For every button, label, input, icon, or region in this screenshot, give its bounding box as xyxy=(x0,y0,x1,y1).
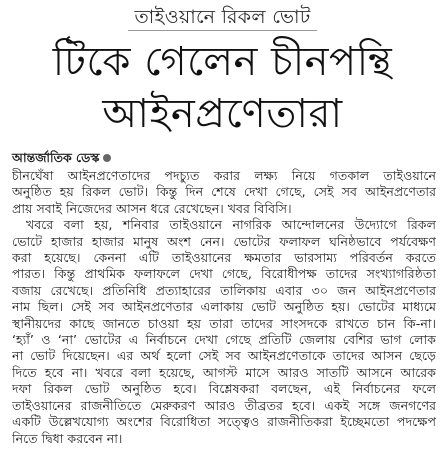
body-line: ভোটে হাজার হাজার মানুষ অংশ নেন। ভোটের ফলাফল ঘনিষ্ঠভাবে পর্যবেক্ষণ xyxy=(12,233,436,249)
body-line: স্থানীয়দের কাছে জানতে চাওয়া হয় তারা তাদের সাংসদকে রাখতে চান কি-না। xyxy=(12,315,436,331)
headline xyxy=(0,36,445,140)
kicker-container xyxy=(0,6,445,31)
body-line: একটি উল্লেখযোগ্য অংশের বিরোধিতা সত্ত্বেও রাজনীতিকরা ইচ্ছেমতো পদক্ষেপ xyxy=(12,414,436,430)
dateline xyxy=(12,150,111,166)
kicker: তাইওয়ানে রিকল ভোট xyxy=(128,6,316,31)
body-line: খবরে বলা হয়, শনিবার তাইওয়ানে নাগরিক আন্দোলনের উদ্যোগে রিকল xyxy=(26,217,436,233)
body-line: চীনঘেঁষা আইনপ্রণেতাদের পদচ্যুত করার লক্ষ্য নিয়ে গতকাল তাইওয়ানে xyxy=(12,168,436,183)
body-line: তাইওয়ানের রাজনীতিতে মেরুকরণ আরও তীব্রতর হবে। একই সঙ্গে জনগণের xyxy=(12,397,436,413)
body-line: করা হয়েছে। কেননা এটি তাইওয়ানের ক্ষমতার ভারসাম্য পরিবর্তন করতে xyxy=(12,250,436,266)
body-line: না ভোট দিয়েছেন। এর অর্থ হলো সেই সব আইনপ্রণেতাকে তাদের আসন ছেড়ে xyxy=(12,348,436,364)
dateline-text: আন্তর্জাতিক ডেস্ক xyxy=(12,150,100,165)
body-line: বজায় রেখেছে। প্রতিনিধি প্রত্যাহারের তালিকায় এবার ৩০ জন আইনপ্রণেতার xyxy=(12,282,436,298)
body-line: দিতে হবে না। খবরে বলা হয়েছে, আগস্ট মাসে আরও সাতটি আসনে আরেক xyxy=(12,364,436,380)
article-body xyxy=(12,168,436,447)
body-line: অনুষ্ঠিত হয় রিকল ভোট। কিন্তু দিন শেষে দেখা গেছে, সেই সব আইনপ্রণেতার xyxy=(12,184,436,200)
headline-line-1: টিকে গেলেন চীনপন্থি xyxy=(52,39,393,85)
headline-line-2: আইনপ্রণেতারা xyxy=(102,91,343,137)
body-line: প্রায় সবাই নিজেদের আসন ধরে রেখেছেন। খবর বিবিসি। xyxy=(12,200,292,216)
body-line: ‘হ্যাঁ’ ও ‘না’ ভোটের এ নির্বাচনে দেখা গেছে প্রতিটি জেলায় বেশির ভাগ লোক xyxy=(12,332,436,348)
body-line: নিতে দ্বিধা করবেন না। xyxy=(12,430,123,446)
body-line: নাম ছিল। সেই সব আইনপ্রণেতার এলাকায় ভোট অনুষ্ঠিত হয়। ভোটের মাধ্যমে xyxy=(12,299,436,315)
body-line: পারত। কিন্তু প্রাথমিক ফলাফলে দেখা গেছে, বিরোধীপক্ষ তাদের সংখ্যাগরিষ্ঠতা xyxy=(12,266,436,282)
bullet-dot-icon xyxy=(103,154,111,162)
body-line: দফা রিকল ভোট অনুষ্ঠিত হবে। বিশ্লেষকরা বলছেন, এই নির্বাচনের ফলে xyxy=(12,381,436,397)
